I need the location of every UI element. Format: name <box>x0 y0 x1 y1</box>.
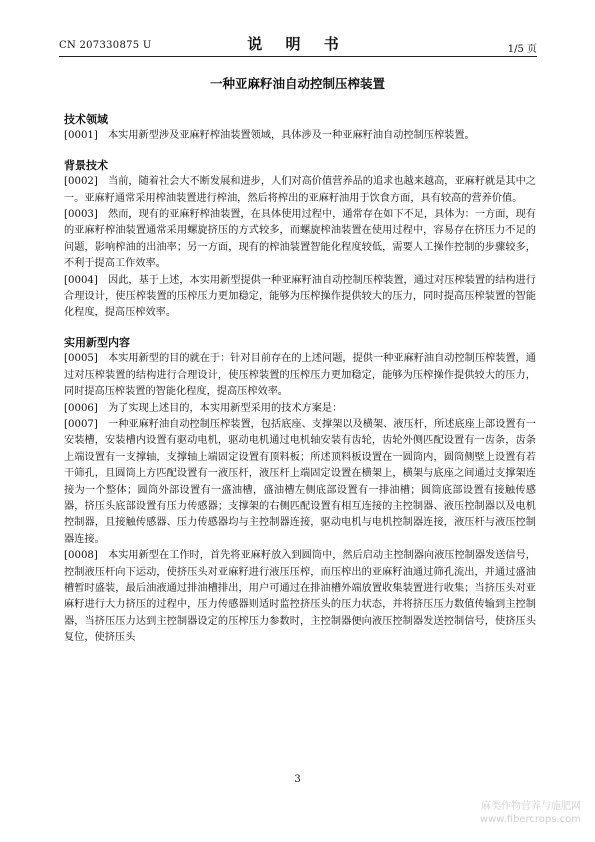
paragraph <box>64 128 536 144</box>
paragraph-text: 本实用新型的目的就在于：针对目前存在的上述问题，提供一种亚麻籽油自动控制压榨装置，通过对压榨装置的结构进行合理设计，使压榨装置的压榨压力更加稳定，能够为压榨操作提供较大的压力，同时提高压榨装置的智能化程度，提高压榨效率。 <box>64 353 536 398</box>
paragraph-number: [0002] <box>64 176 98 188</box>
paragraph-number: [0003] <box>64 209 98 221</box>
section-heading: 实用新型内容 <box>64 335 130 349</box>
paragraph-number: [0008] <box>64 550 98 562</box>
paragraph-text: 然而，现有的亚麻籽榨油装置，在具体使用过程中，通常存在如下不足，具体为：一方面，现有的亚麻籽榨油装置通常采用螺旋挤压的方式较多，而螺旋榨油装置在使用过程中，容易存在挤压力不足的问题，影响榨油的出油率；另一方面，现有的榨油装置智能化程度较低，需要人工操作控制的步骤较多，不利于提高工作效率。 <box>64 209 536 270</box>
paragraph <box>64 548 536 646</box>
paragraph-number: [0006] <box>64 402 98 414</box>
section-heading: 背景技术 <box>64 158 108 172</box>
paragraph <box>64 174 536 207</box>
watermark-url: www.fibercrops.com <box>479 814 581 825</box>
paragraph-text: 一种亚麻籽油自动控制压榨装置，包括底座、支撑架以及横架、液压杆，所述底座上部设置有一安装槽，安装槽内设置有驱动电机，驱动电机通过电机轴安装有齿轮，齿轮外侧匹配设置有一齿条，齿条上端设置有一支撑轴，支撑轴上端固定设置有顶料板；所述顶料板设置在一圆筒内，圆筒侧壁上设置有若干筛孔，且圆筒上方匹配设置有一液压杆，液压杆上端固定设置在横架上，横架与底座之间通过支撑架连接为一个整体；圆筒外部设置有一盛油槽，盛油槽左侧底部设置有一排油槽；圆筒底部设置有接触传感器，挤压头底部设置有压力传感器；支撑架的右侧匹配设置有相互连接的主控制器、液压控制器以及电机控制器，且接触传感器、压力传感器均与主控制器连接，驱动电机与电机控制器连接，液压杆与液压控制器连接。 <box>64 418 536 545</box>
header-page-of: 1/5 页 <box>507 44 537 55</box>
paragraph-number: [0005] <box>64 353 98 365</box>
header-document-type: 说 明 书 <box>247 35 348 53</box>
paragraph-text: 因此，基于上述，本实用新型提供一种亚麻籽油自动控制压榨装置，通过对压榨装置的结构进行合理设计，使压榨装置的压榨压力更加稳定，能够为压榨操作提供较大的压力，同时提高压榨装置的智能化程度，提高压榨效率。 <box>64 274 536 319</box>
document-body <box>64 112 536 647</box>
watermark-site-name: 麻类作物营养与施肥网 <box>481 801 581 812</box>
paragraph <box>64 401 536 417</box>
paragraph-number: [0004] <box>64 274 98 286</box>
paragraph <box>64 351 536 400</box>
paragraph-number: [0007] <box>64 418 98 430</box>
paragraph-text: 为了实现上述目的，本实用新型采用的技术方案是： <box>108 402 343 414</box>
document-title: 一种亚麻籽油自动控制压榨装置 <box>209 76 385 91</box>
section-technical-field <box>64 112 536 145</box>
paragraph-text: 本实用新型涉及亚麻籽榨油装置领域，具体涉及一种亚麻籽油自动控制压榨装置。 <box>108 130 475 142</box>
paragraph <box>64 207 536 273</box>
header-patent-number: CN 207330875 U <box>59 40 152 51</box>
paragraph-text: 当前，随着社会大不断发展和进步，人们对高价值营养品的追求也越来越高，亚麻籽就是其中之一。亚麻籽通常采用榨油装置进行榨油，然后将榨出的亚麻籽油用于饮食方面，具有较高的营养价值。 <box>64 176 536 204</box>
paragraph <box>64 417 536 548</box>
section-background <box>64 158 536 322</box>
paragraph <box>64 273 536 322</box>
page-number: 3 <box>294 774 301 785</box>
section-heading: 技术领域 <box>64 113 108 126</box>
header-rule <box>59 56 537 57</box>
section-content <box>64 335 536 647</box>
watermark <box>480 800 581 826</box>
paragraph-text: 本实用新型在工作时，首先将亚麻籽放入到圆筒中，然后启动主控制器向液压控制器发送信号，控制液压杆向下运动，使挤压头对亚麻籽进行液压压榨，而压榨出的亚麻籽油通过筛孔流出，并通过盛油槽暂时盛装，最后油液通过排油槽排出，用户可通过在排油槽外端放置收集装置进行收集；当挤压头对亚麻籽进行大力挤压的过程中，压力传感器则适时监控挤压头的压力状态，并将挤压压力数值传输到主控制器，当挤压压力达到主控制器设定的压榨压力参数时，主控制器便向液压控制器发送控制信号，使挤压头复位，使挤压头 <box>64 550 536 644</box>
paragraph-number: [0001] <box>64 130 98 142</box>
